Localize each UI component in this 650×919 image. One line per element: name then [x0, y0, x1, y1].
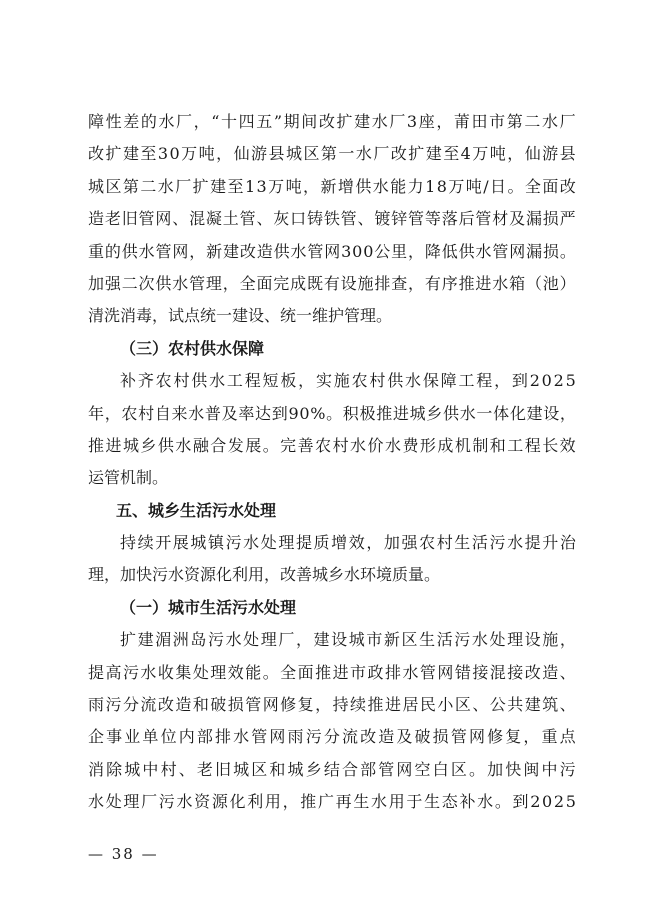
text-line: 消 除 城 中 村 、 老 旧 城 区 和 城 乡 结 合 部 管 网 空 白 区 。 加 快 闽 中 污: [88, 759, 576, 779]
text-line: 造 老 旧 管 网 、 混 凝 土 管 、 灰 口 铸 铁 管 、 镀 锌 管 等 落 后 管 材 及 漏 损 严: [88, 209, 576, 229]
page-number: — 38 —: [88, 845, 159, 863]
text-line: 清洗消毒，试点统一建设、统一维护管理。: [88, 306, 393, 326]
text-line: 推 进 城 乡 供 水 融 合 发 展 。 完 善 农 村 水 价 水 费 形 成 机 制 和 工 程 长 效: [88, 435, 576, 455]
text-line: 扩 建 湄 洲 岛 污 水 处 理 厂 ， 建 设 城 市 新 区 生 活 污 水 处 理 设 施 ，: [120, 630, 576, 650]
section-heading: （三）农村供水保障: [120, 338, 265, 358]
text-line: 障 性 差 的 水 厂 ， “ 十 四 五 ” 期 间 改 扩 建 水 厂 3 座 ， 莆 田 市 第 二 水 厂: [88, 112, 576, 131]
text-line: 提 高 污 水 收 集 处 理 效 能 。 全 面 推 进 市 政 排 水 管 网 错 接 混 接 改 造 、: [88, 662, 576, 682]
text-line: 运管机制。: [88, 468, 169, 488]
section-heading: （一）城市生活污水处理: [120, 597, 297, 617]
text-line: 理，加快污水资源化利用，改善城乡水环境质量。: [88, 565, 441, 585]
text-line: 企 事 业 单 位 内 部 排 水 管 网 雨 污 分 流 改 造 及 破 损 管 网 修 复 ， 重 点: [88, 727, 576, 747]
text-line: 雨 污 分 流 改 造 和 破 损 管 网 修 复 ， 持 续 推 进 居 民 小 区 、 公 共 建 筑 、: [88, 695, 576, 715]
text-line: 水 处 理 厂 污 水 资 源 化 利 用 ， 推 广 再 生 水 用 于 生 态 补 水 。 到 2 0 2 5: [88, 792, 576, 812]
text-line: 城 区 第 二 水 厂 扩 建 至 1 3 万 吨 ， 新 增 供 水 能 力 1 8 万 吨 / 日 。 全 面 改: [88, 176, 576, 196]
text-line: 重 的 供 水 管 网 ， 新 建 改 造 供 水 管 网 3 0 0 公 里 ， 降 低 供 水 管 网 漏 损 。: [88, 241, 576, 261]
body-text: [88, 106, 576, 819]
text-line: 年 ， 农 村 自 来 水 普 及 率 达 到 9 0 % 。 积 极 推 进 城 乡 供 水 一 体 化 建 设 ，: [88, 403, 576, 423]
text-line: 加 强 二 次 供 水 管 理 ， 全 面 完 成 既 有 设 施 排 查 ， 有 序 推 进 水 箱 （ 池 ）: [88, 273, 576, 293]
text-line: 改 扩 建 至 3 0 万 吨 ， 仙 游 县 城 区 第 一 水 厂 改 扩 建 至 4 万 吨 ， 仙 游 县: [88, 144, 576, 164]
text-line: 持 续 开 展 城 镇 污 水 处 理 提 质 增 效 ， 加 强 农 村 生 活 污 水 提 升 治: [120, 533, 576, 553]
chapter-heading: 五、城乡生活污水处理: [116, 500, 277, 520]
text-line: 补 齐 农 村 供 水 工 程 短 板 ， 实 施 农 村 供 水 保 障 工 程 ， 到 2 0 2 5: [120, 371, 576, 391]
